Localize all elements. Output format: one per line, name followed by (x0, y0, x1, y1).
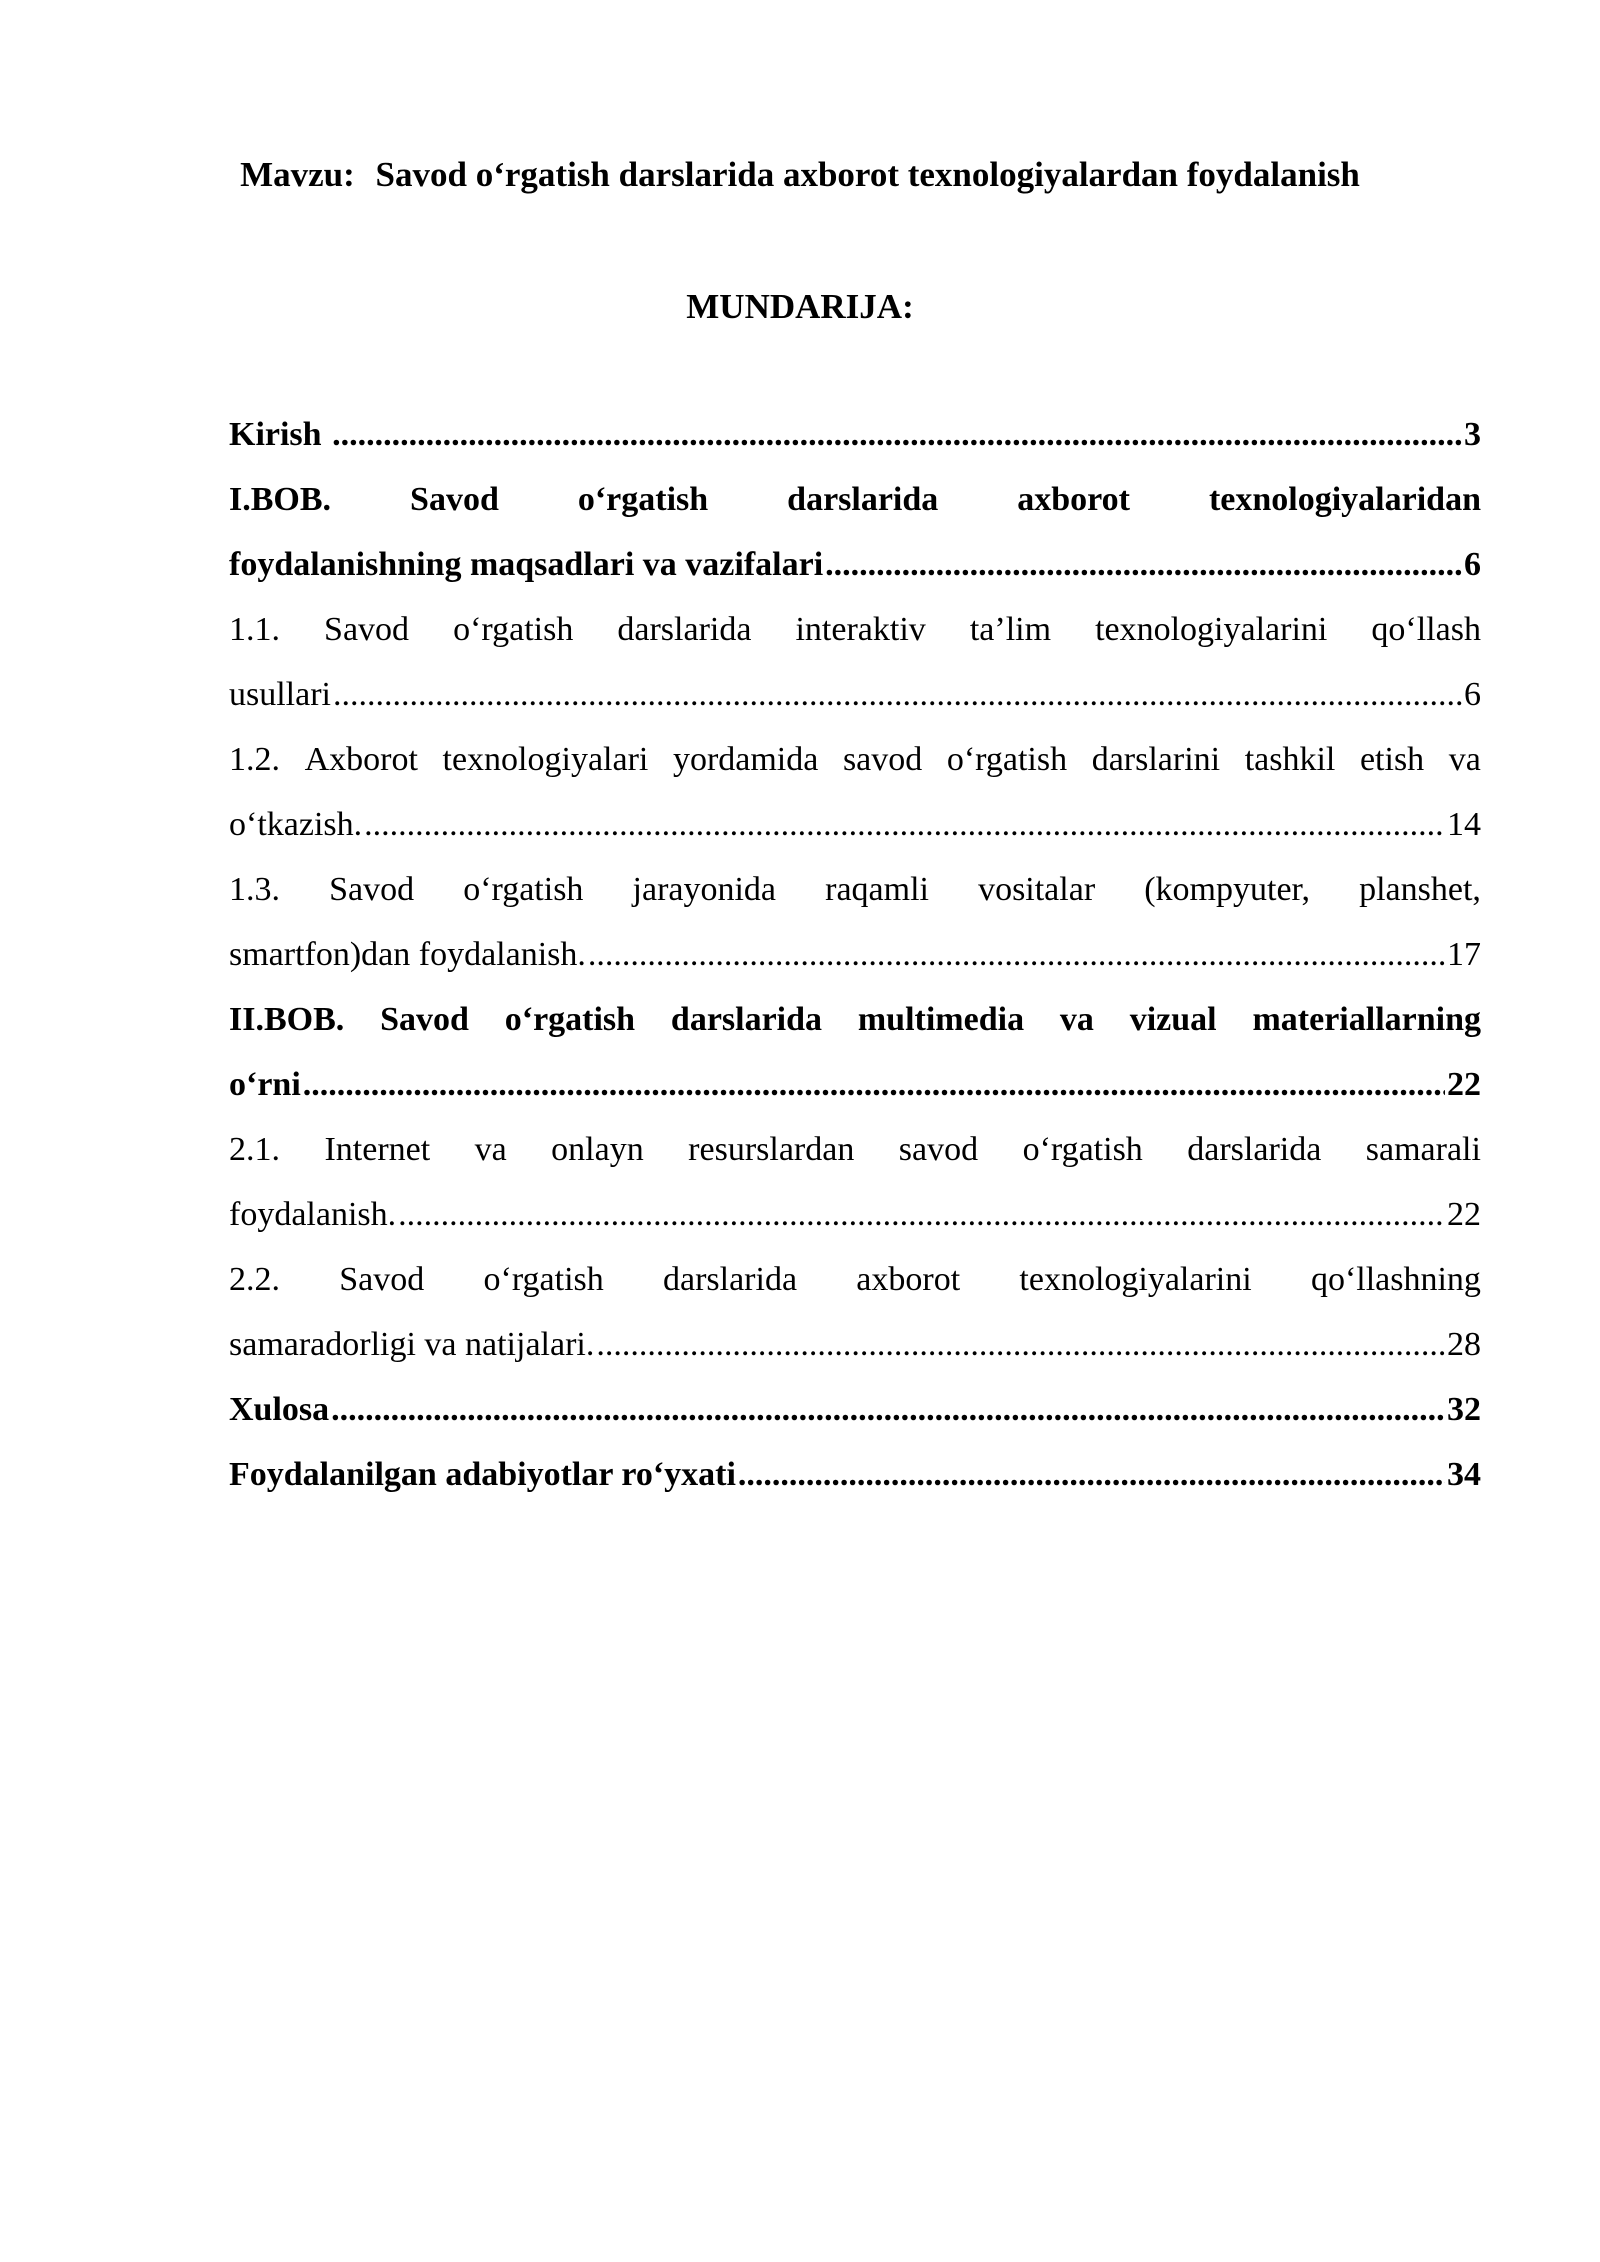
toc-entry (229, 1442, 1481, 1507)
toc-word: samarali (1365, 1131, 1481, 1168)
toc-entry-first-line (229, 1247, 1481, 1312)
toc-word: qo‘llashning (1310, 1261, 1481, 1298)
toc-page-number: 3 (1464, 416, 1481, 453)
topic-title: Savod o‘rgatish darslarida axborot texnologiyalardan foydalanish (375, 155, 1360, 194)
toc-word: tashkil (1244, 741, 1336, 778)
toc-page-number: 14 (1447, 806, 1481, 843)
toc-word: o‘rgatish (483, 1261, 604, 1298)
toc-entry-title: foydalanishning maqsadlari va vazifalari (229, 546, 824, 583)
toc-entry (229, 857, 1481, 987)
toc-word: 1.3. (229, 871, 280, 908)
dot-leader (396, 1182, 1445, 1247)
toc-entry-line (229, 1312, 1481, 1377)
toc-word: materiallarning (1252, 1001, 1481, 1038)
toc-entry (229, 1377, 1481, 1442)
toc-entry-line (229, 662, 1481, 727)
toc-word: o‘rgatish (1022, 1131, 1143, 1168)
toc-word: darslarida (617, 611, 752, 648)
toc-entry (229, 727, 1481, 857)
toc-page-number: 22 (1447, 1196, 1481, 1233)
table-of-contents (229, 402, 1481, 1507)
toc-page-number: 6 (1464, 546, 1481, 583)
toc-word: multimedia (857, 1001, 1025, 1038)
toc-word: axborot (856, 1261, 961, 1298)
topic-line (0, 153, 1600, 197)
toc-entry-title: samaradorligi va natijalari. (229, 1326, 595, 1363)
toc-word: darslarida (1187, 1131, 1322, 1168)
toc-word: o‘rgatish (463, 871, 584, 908)
dot-leader (329, 1377, 1445, 1442)
toc-entry (229, 1247, 1481, 1377)
toc-word: planshet, (1359, 871, 1481, 908)
toc-word: (kompyuter, (1144, 871, 1311, 908)
toc-word: o‘rgatish (504, 1001, 636, 1038)
toc-word: 2.1. (229, 1131, 280, 1168)
toc-word: texnologiyalaridan (1208, 481, 1481, 518)
toc-entry (229, 402, 1481, 467)
toc-entry-title: o‘tkazish. (229, 806, 363, 843)
toc-entry-first-line (229, 987, 1481, 1052)
toc-entry-title: usullari (229, 676, 331, 713)
toc-page-number: 34 (1447, 1456, 1481, 1493)
toc-entry-line (229, 1377, 1481, 1442)
toc-word: Savod (329, 871, 415, 908)
toc-entry-first-line (229, 597, 1481, 662)
toc-word: o‘rgatish (577, 481, 709, 518)
toc-page-number: 22 (1447, 1066, 1481, 1103)
toc-word: resurslardan (688, 1131, 855, 1168)
toc-word: darslarida (663, 1261, 798, 1298)
toc-word: texnologiyalari (442, 741, 649, 778)
dot-leader (736, 1442, 1445, 1507)
toc-word: darslarini (1091, 741, 1221, 778)
toc-word: va (1448, 741, 1481, 778)
toc-word: onlayn (551, 1131, 644, 1168)
toc-word: texnologiyalarini (1019, 1261, 1252, 1298)
toc-word: etish (1359, 741, 1425, 778)
toc-word: qo‘llash (1371, 611, 1481, 648)
toc-entry-line (229, 402, 1481, 467)
toc-word: texnologiyalarini (1095, 611, 1328, 648)
toc-page-number: 28 (1447, 1326, 1481, 1363)
toc-word: 1.1. (229, 611, 280, 648)
toc-page-number: 32 (1447, 1391, 1481, 1428)
toc-word: vositalar (978, 871, 1096, 908)
toc-word: yordamida (672, 741, 819, 778)
dot-leader (331, 662, 1462, 727)
toc-entry-first-line (229, 467, 1481, 532)
toc-word: va (1059, 1001, 1094, 1038)
toc-word: Savod (324, 611, 410, 648)
dot-leader (594, 1312, 1445, 1377)
toc-word: darslarida (787, 481, 939, 518)
toc-page-number: 17 (1447, 936, 1481, 973)
toc-entry-line (229, 922, 1481, 987)
toc-word: savod (898, 1131, 979, 1168)
toc-word: Internet (324, 1131, 431, 1168)
toc-entry-line (229, 1052, 1481, 1117)
toc-entry (229, 467, 1481, 597)
topic-label: Mavzu: (240, 155, 355, 194)
toc-word: 1.2. (229, 741, 280, 778)
toc-entry (229, 1117, 1481, 1247)
toc-word: jarayonida (632, 871, 777, 908)
toc-entry-line (229, 532, 1481, 597)
dot-leader (330, 402, 1462, 467)
toc-word: va (474, 1131, 507, 1168)
toc-word: ta’lim (969, 611, 1052, 648)
toc-word: Savod (380, 1001, 469, 1038)
dot-leader (362, 792, 1445, 857)
dot-leader (823, 532, 1462, 597)
toc-entry-line (229, 1182, 1481, 1247)
toc-entry-line (229, 1442, 1481, 1507)
toc-entry (229, 987, 1481, 1117)
toc-entry-first-line (229, 1117, 1481, 1182)
toc-entry-title: foydalanish. (229, 1196, 397, 1233)
toc-word: Savod (339, 1261, 425, 1298)
toc-word: o‘rgatish (453, 611, 574, 648)
toc-entry-first-line (229, 727, 1481, 792)
toc-entry (229, 597, 1481, 727)
toc-entry-title: Xulosa (229, 1391, 330, 1428)
toc-word: interaktiv (795, 611, 926, 648)
toc-entry-title: smartfon)dan foydalanish. (229, 936, 586, 973)
contents-heading: MUNDARIJA: (686, 287, 914, 326)
toc-word: I.BOB. (229, 481, 332, 518)
dot-leader (301, 1052, 1445, 1117)
toc-entry-first-line (229, 857, 1481, 922)
dot-leader (586, 922, 1445, 987)
toc-word: o‘rgatish (946, 741, 1068, 778)
toc-entry-line (229, 792, 1481, 857)
toc-word: axborot (1017, 481, 1130, 518)
toc-word: darslarida (670, 1001, 823, 1038)
toc-entry-title: o‘rni (229, 1066, 301, 1103)
toc-word: Axborot (304, 741, 418, 778)
toc-word: II.BOB. (229, 1001, 345, 1038)
toc-word: 2.2. (229, 1261, 280, 1298)
toc-page-number: 6 (1464, 676, 1481, 713)
toc-entry-title: Kirish (229, 416, 331, 453)
toc-word: vizual (1129, 1001, 1217, 1038)
toc-word: raqamli (825, 871, 929, 908)
toc-word: savod (842, 741, 923, 778)
toc-entry-title: Foydalanilgan adabiyotlar ro‘yxati (229, 1456, 736, 1493)
toc-word: Savod (410, 481, 499, 518)
